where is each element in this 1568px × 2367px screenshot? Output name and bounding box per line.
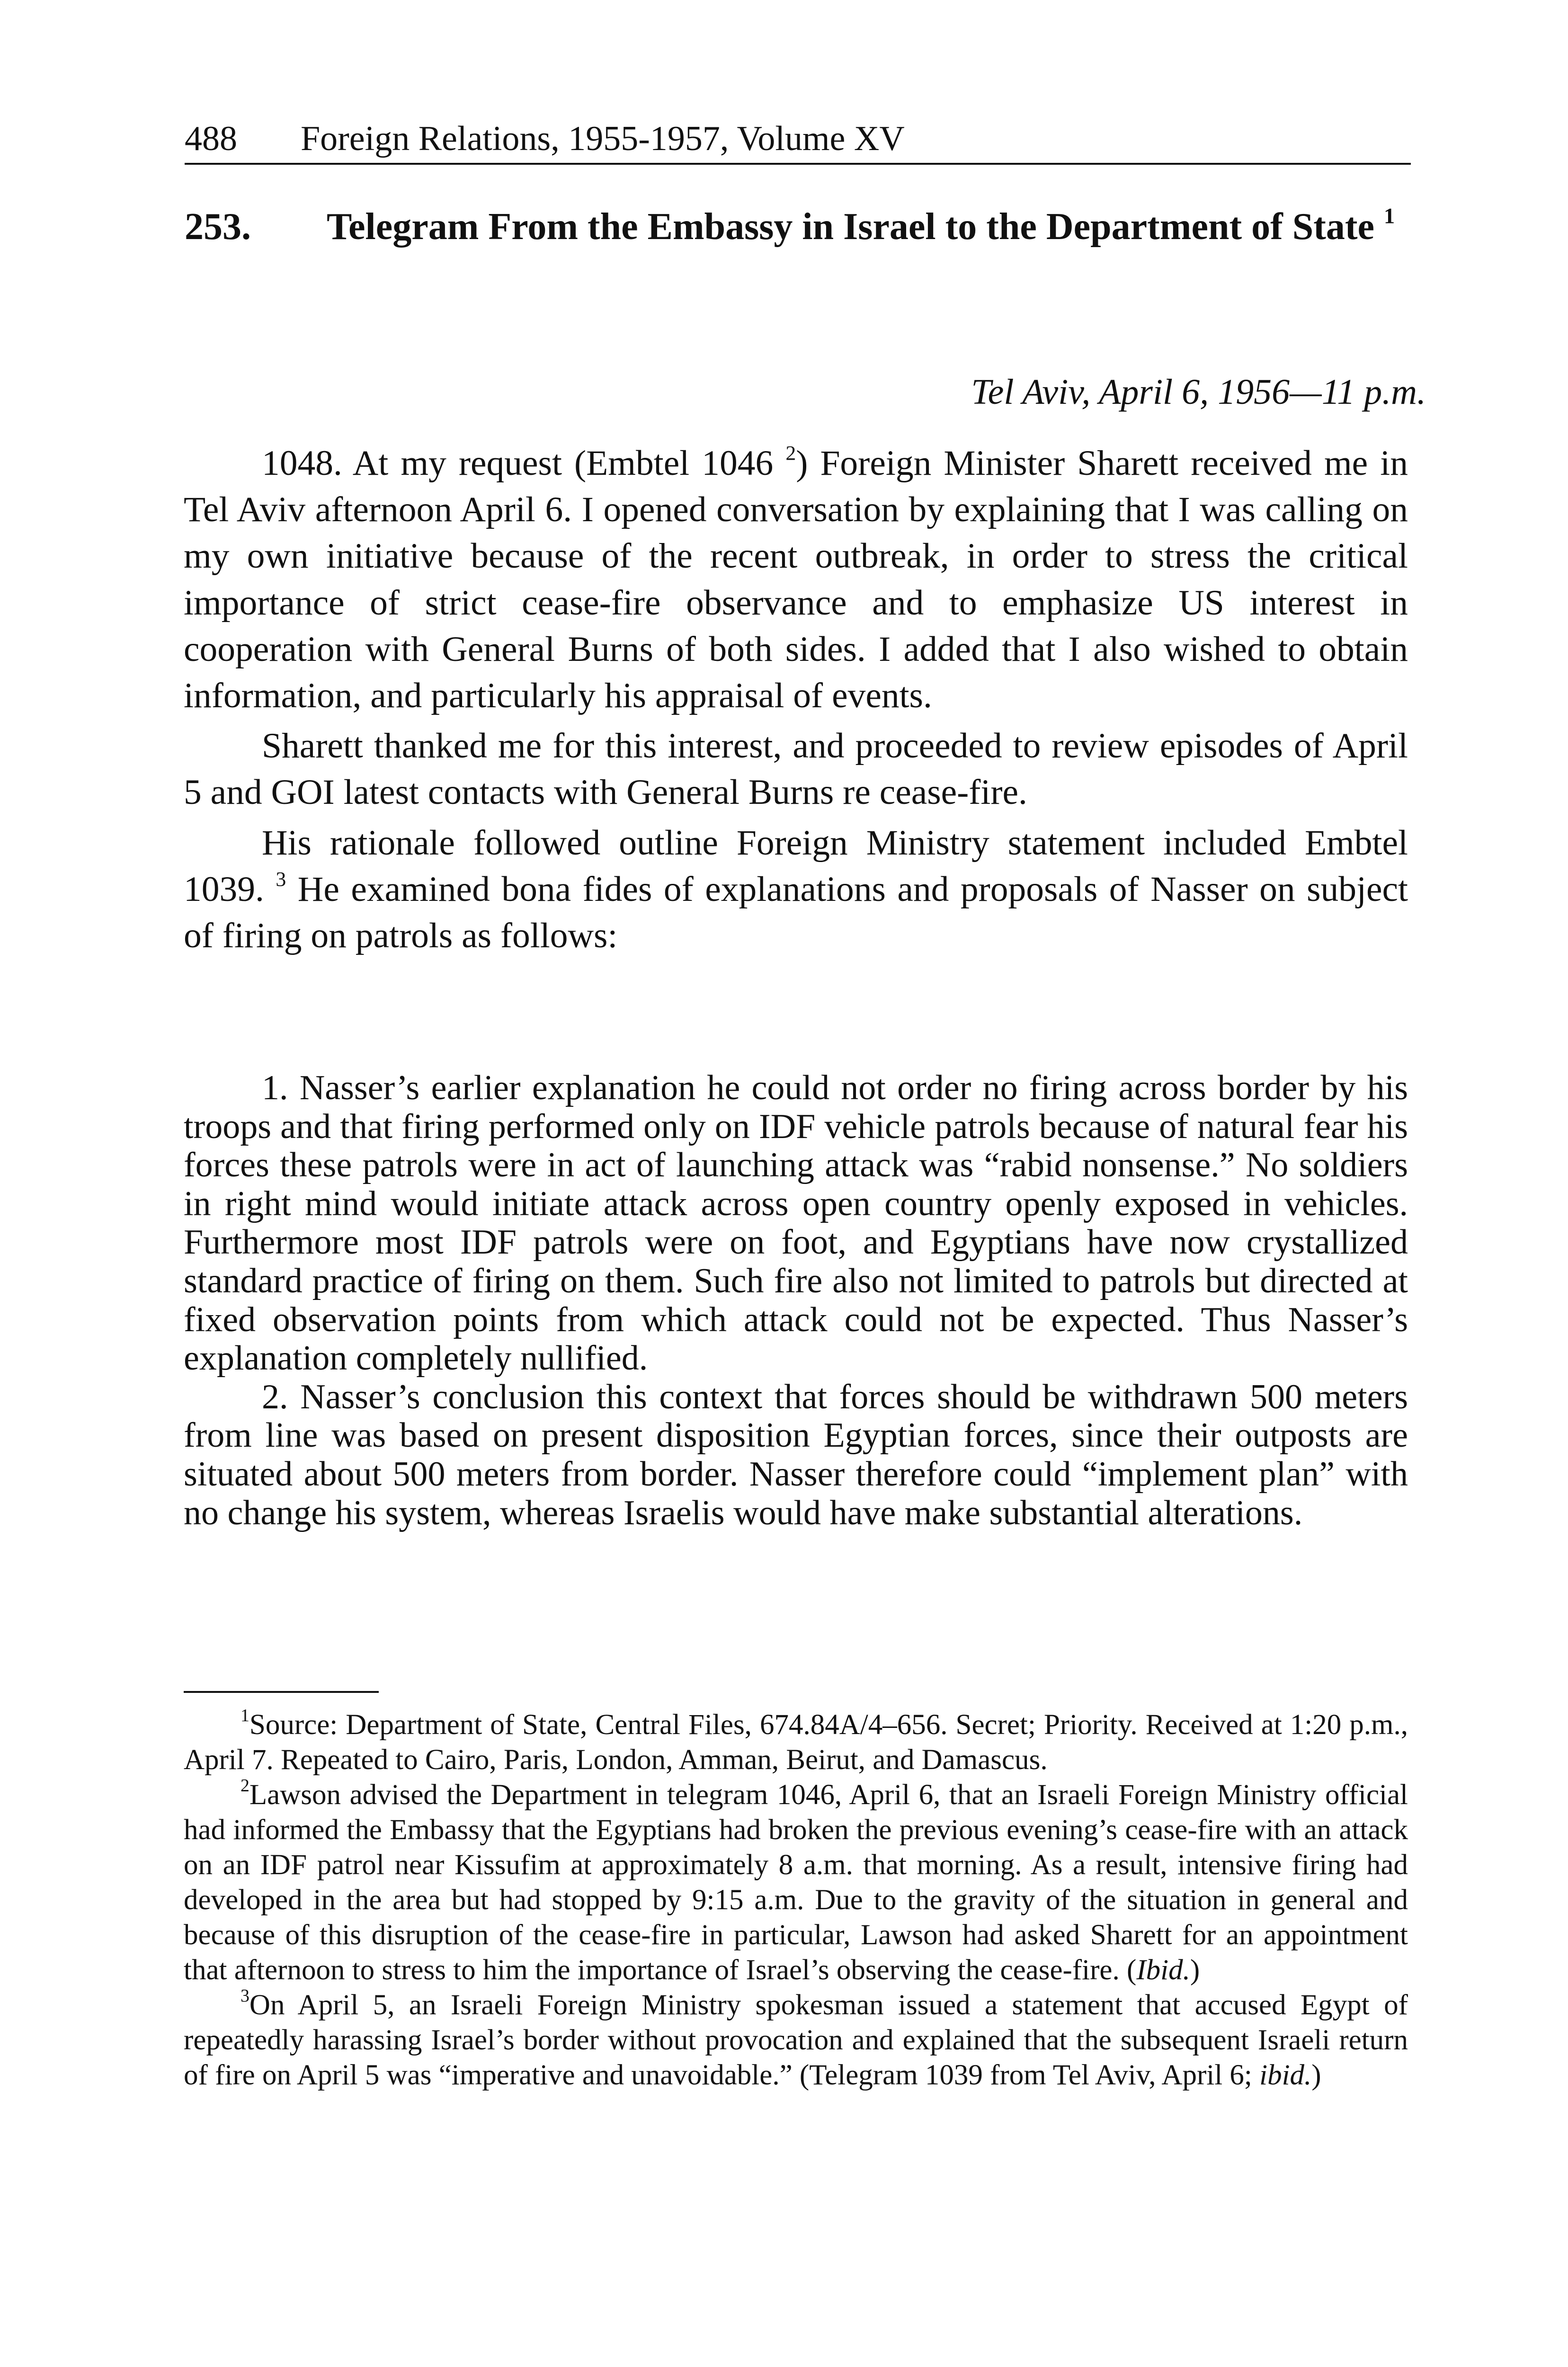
- footnote-3-marker: 3: [241, 1985, 249, 2006]
- document-title: [327, 204, 1434, 250]
- footnote-ref-3: 3: [276, 868, 286, 891]
- footnote-2-marker: 2: [241, 1775, 249, 1796]
- paragraph-3-start: His rationale followed outline Foreign Ministry statement included Embtel 1039.: [184, 823, 1408, 909]
- footnote-3: [184, 1985, 1408, 2093]
- footnotes: [184, 1705, 1408, 2093]
- footnote-3-close: ): [1311, 2059, 1321, 2091]
- footnote-1-text: Source: Department of State, Central Files, 674.84A/4–656. Secret; Priority. Received at 1:20 p.m., April 7. Repeated to Cairo, Paris, London, Amman, Beirut, and Damascus.: [184, 1709, 1408, 1776]
- paragraph-3-rest: He examined bona fides of explanations and proposals of Nasser on subject of firing on patrols as follows:: [184, 869, 1408, 956]
- footnote-1-marker: 1: [241, 1705, 249, 1726]
- footnote-2-close: ): [1190, 1954, 1200, 1986]
- telegram-body: [184, 440, 1408, 963]
- paragraph-1-rest: ) Foreign Minister Sharett received me in Tel Aviv afternoon April 6. I opened conversation by explaining that I was calling on my own initiative because of the recent outbreak, in order to stress the critical importance of strict cease-fire observance and to emphasize US interest in cooperation with General Burns of both sides. I added that I also wished to obtain information, and particularly his appraisal of events.: [184, 444, 1408, 716]
- footnote-2-text: Lawson advised the Department in telegram 1046, April 6, that an Israeli Foreign Ministry official had informed the Embassy that the Egyptians had broken the previous evening’s cease-fire with an attack on an IDF patrol near Kissufim at approximately 8 a.m. that morning. As a result, intensive firing had developed in the area but had stopped by 9:15 a.m. Due to the gravity of the situation in general and because of this disruption of the cease-fire in particular, Lawson had asked Sharett for an appointment that afternoon to stress to him the importance of Israel’s observing the cease-fire. (: [184, 1779, 1408, 1986]
- footnote-3-citation: ibid.: [1259, 2059, 1312, 2091]
- paragraph-1: [184, 440, 1408, 719]
- dateline: Tel Aviv, April 6, 1956—11 p.m.: [971, 372, 1426, 412]
- point-1: 1. Nasser’s earlier explanation he could not order no firing across border by his troops and that firing performed only on IDF vehicle patrols because of natural fear his forces these patrols were in act of launching attack was “rabid nonsense.” No soldiers in right mind would initiate attack across open country openly exposed in vehicles. Furthermore most IDF patrols were on foot, and Egyptians have now crystallized standard practice of firing on them. Such fire also not limited to patrols but directed at fixed observation points from which attack could not be expected. Thus Nasser’s explanation completely nullified.: [184, 1068, 1408, 1378]
- footnote-3-text: On April 5, an Israeli Foreign Ministry spokesman issued a statement that accused Egypt of repeatedly harassing Israel’s border without provocation and explained that the subsequent Israeli return of fire on April 5 was “imperative and unavoidable.” (Telegram 1039 from Tel Aviv, April 6;: [184, 1989, 1408, 2091]
- document-number: 253.: [185, 206, 251, 248]
- paragraph-1-start: 1048. At my request (Embtel 1046: [262, 444, 774, 483]
- numbered-points: [184, 1069, 1408, 1532]
- footnote-ref-1: 1: [1384, 204, 1395, 229]
- footnote-2-citation: Ibid.: [1136, 1954, 1190, 1986]
- footnote-ref-2: 2: [785, 442, 796, 465]
- footnote-2: [184, 1775, 1408, 1988]
- point-2: 2. Nasser’s conclusion this context that forces should be withdrawn 500 meters from line was based on present disposition Egyptian forces, since their outposts are situated about 500 meters from border. Nasser therefore could “implement plan” with no change his system, whereas Israelis would have make substantial alterations.: [184, 1377, 1408, 1532]
- paragraph-2: Sharett thanked me for this interest, and proceeded to review episodes of April 5 and GOI latest contacts with General Burns re cease-fire.: [184, 726, 1408, 812]
- paragraph-3: [184, 820, 1408, 960]
- footnote-rule: [184, 1691, 379, 1693]
- page-number: 488: [185, 119, 237, 158]
- publication-title: Foreign Relations, 1955-1957, Volume XV: [301, 119, 905, 158]
- footnote-1: [184, 1705, 1408, 1778]
- document-title-text: Telegram From the Embassy in Israel to the Department of State: [327, 206, 1375, 248]
- running-head-rule: [185, 163, 1411, 165]
- running-head: [185, 117, 1411, 160]
